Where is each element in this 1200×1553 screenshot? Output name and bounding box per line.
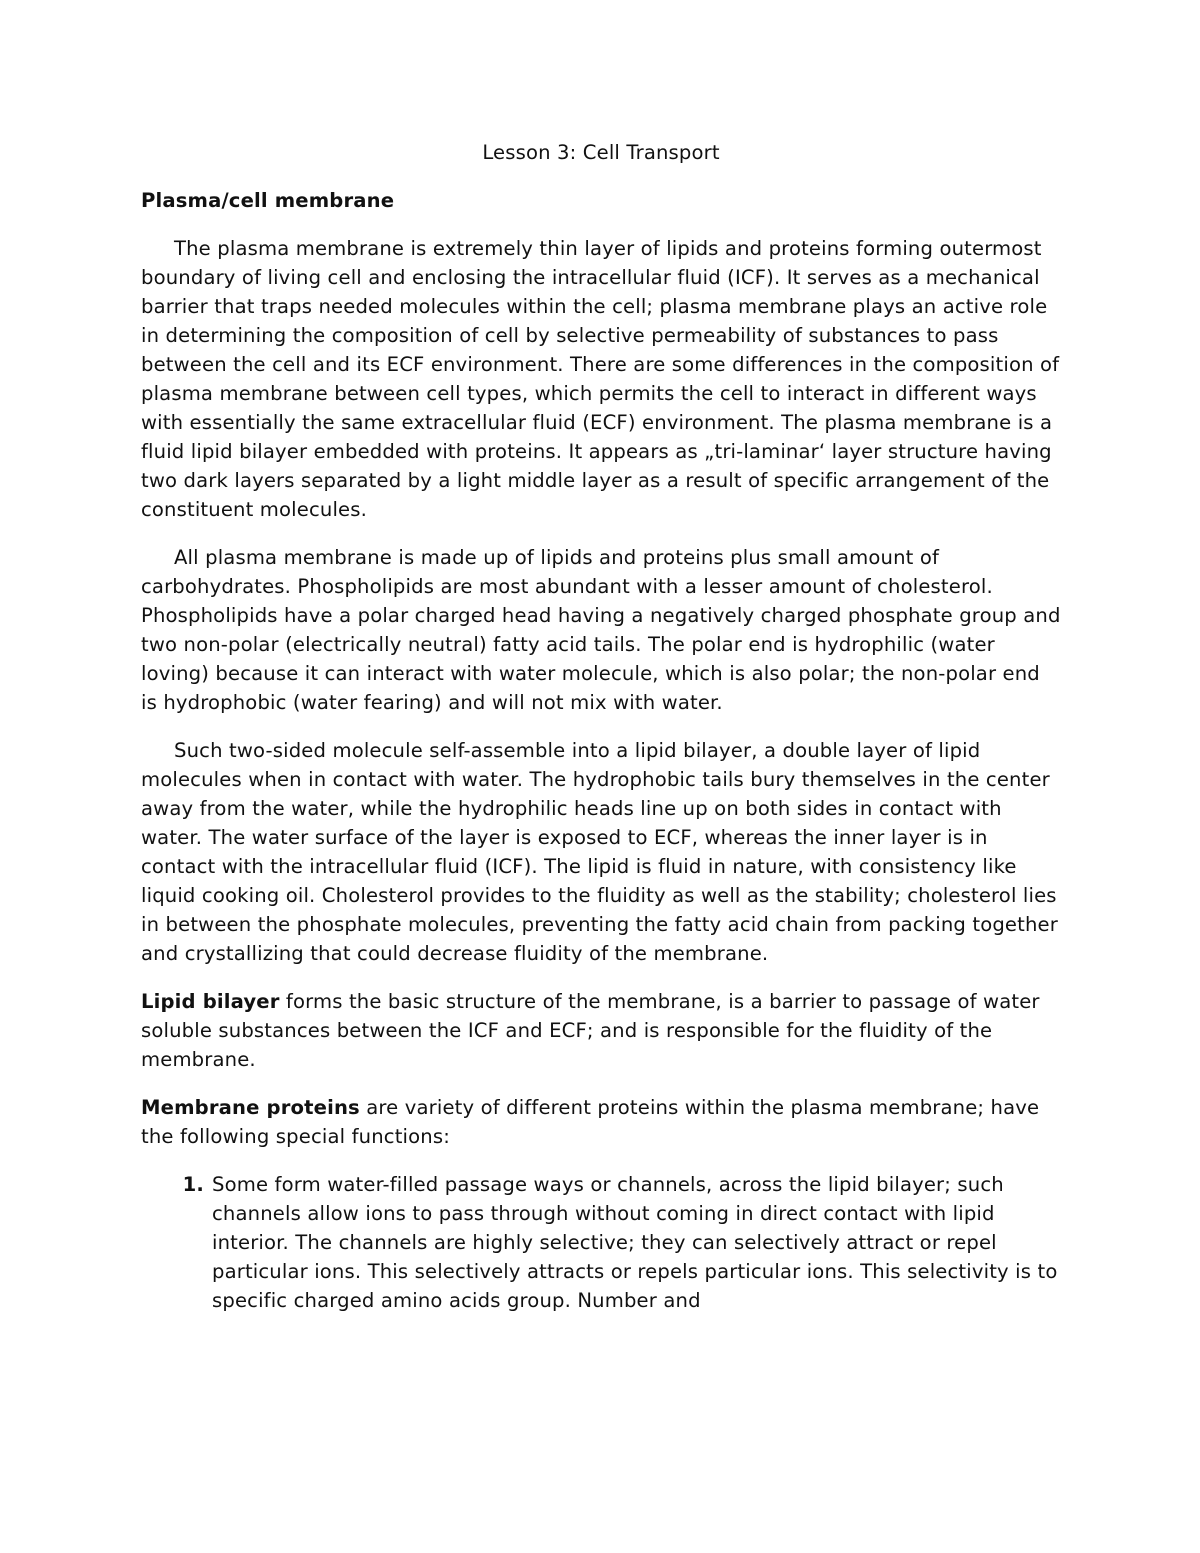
list-item — [141, 1170, 1061, 1315]
page-title: Lesson 3: Cell Transport — [482, 141, 720, 164]
membrane-proteins-term: Membrane proteins — [141, 1096, 360, 1119]
paragraph-2: All plasma membrane is made up of lipids and proteins plus small amount of carbohydrates. Phospholipids are most abundant with a lesser amount of cholesterol. Phospholipids have a polar charged head having a negatively charged phosphate group and two non-polar (electrically neutral) fatty acid tails. The polar end is hydrophilic (water loving) because it can interact with water molecule, which is also polar; the non-polar end is hydrophobic (water fearing) and will not mix with water. — [141, 546, 1061, 714]
section-heading: Plasma/cell membrane — [141, 189, 395, 212]
list-item-text: Some form water-filled passage ways or channels, across the lipid bilayer; such channels allow ions to pass through without coming in direct contact with lipid interior. The channels are highly selective; they can selectively attract or repel particular ions. This selectively attracts or repels particular ions. This selectivity is to specific charged amino acids group. Number and — [212, 1173, 1058, 1312]
lipid-bilayer-term: Lipid bilayer — [141, 990, 280, 1013]
paragraph-3: Such two-sided molecule self-assemble into a lipid bilayer, a double layer of lipid molecules when in contact with water. The hydrophobic tails bury themselves in the center away from the water, while the hydrophilic heads line up on both sides in contact with water. The water surface of the layer is exposed to ECF, whereas the inner layer is in contact with the intracellular fluid (ICF). The lipid is fluid in nature, with consistency like liquid cooking oil. Cholesterol provides to the fluidity as well as the stability; cholesterol lies in between the phosphate molecules, preventing the fatty acid chain from packing together and crystallizing that could decrease fluidity of the membrane. — [141, 739, 1058, 965]
membrane-proteins-text: are variety of different proteins within the plasma membrane; have the following special functions: — [141, 1096, 1040, 1148]
lipid-bilayer-paragraph — [141, 987, 1061, 1074]
lipid-bilayer-text: forms the basic structure of the membrane, is a barrier to passage of water soluble substances between the ICF and ECF; and is responsible for the fluidity of the membrane. — [141, 990, 1040, 1071]
membrane-proteins-paragraph — [141, 1093, 1061, 1151]
paragraph-1: The plasma membrane is extremely thin layer of lipids and proteins forming outermost boundary of living cell and enclosing the intracellular fluid (ICF). It serves as a mechanical barrier that traps needed molecules within the cell; plasma membrane plays an active role in determining the composition of cell by selective permeability of substances to pass between the cell and its ECF environment. There are some differences in the composition of plasma membrane between cell types, which permits the cell to interact in different ways with essentially the same extracellular fluid (ECF) environment. The plasma membrane is a fluid lipid bilayer embedded with proteins. It appears as „tri-laminar‘ layer structure having two dark layers separated by a light middle layer as a result of specific arrangement of the constituent molecules. — [141, 237, 1060, 521]
document-page — [141, 138, 1061, 1315]
list-item-number: 1. — [182, 1173, 204, 1196]
